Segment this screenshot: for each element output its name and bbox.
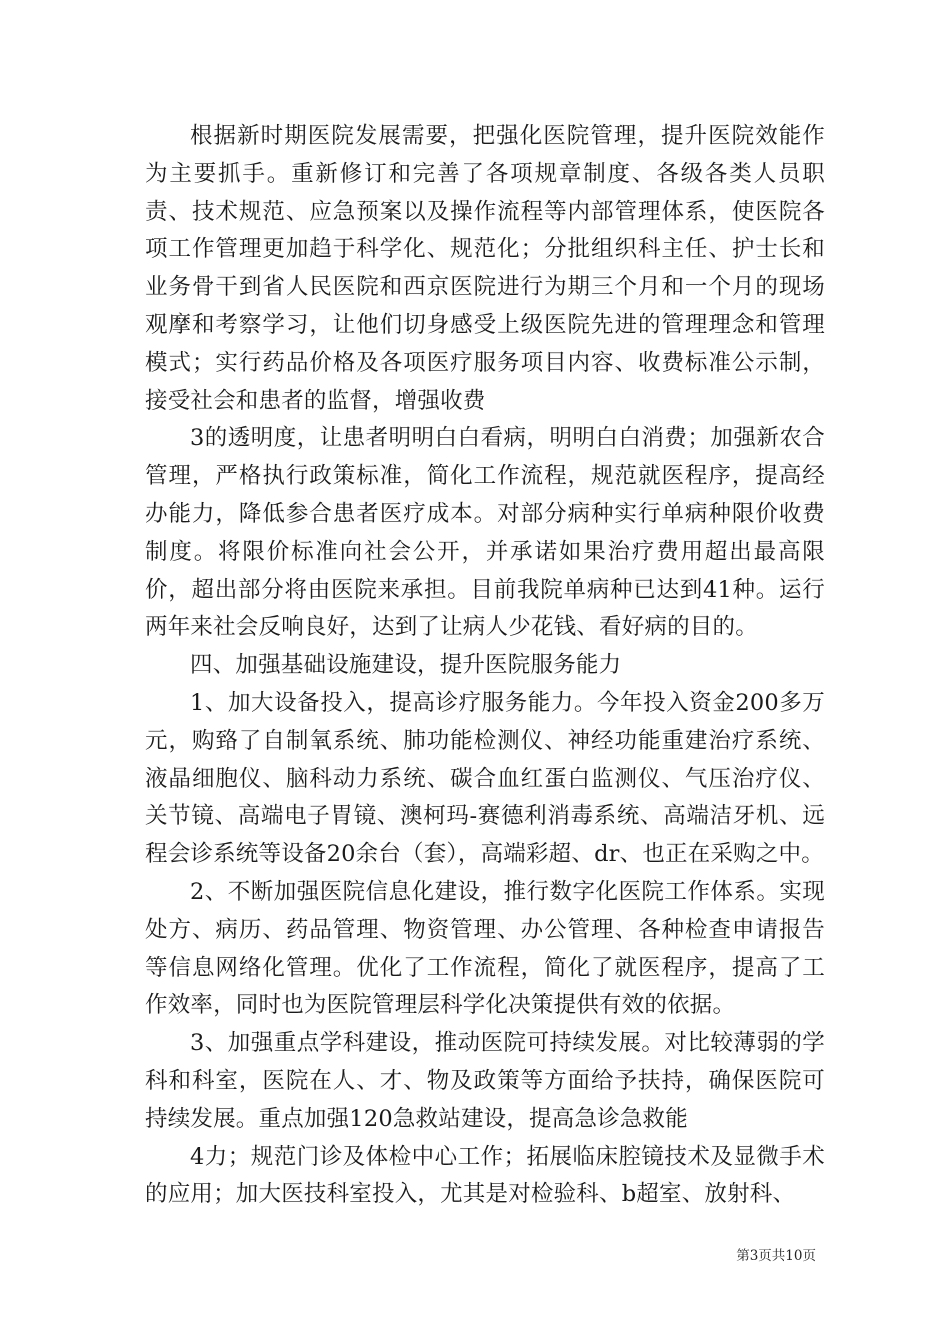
page-number-footer: 第3页共10页 (736, 1248, 816, 1264)
paragraph-management: 根据新时期医院发展需要，把强化医院管理，提升医院效能作为主要抓手。重新修订和完善了各项规章制度、各级各类人员职责、技术规范、应急预案以及操作流程等内部管理体系，使医院各项工作管理更加趋于科学化、规范化；分批组织科主任、护士长和业务骨干到省人民医院和西京医院进行为期三个月和一个月的现场观摩和考察学习，让他们切身感受上级医院先进的管理理念和管理模式；实行药品价格及各项医疗服务项目内容、收费标准公示制，接受社会和患者的监督，增强收费 (145, 123, 825, 414)
document-body (145, 118, 825, 1214)
paragraph-informatization: 2、不断加强医院信息化建设，推行数字化医院工作体系。实现处方、病历、药品管理、物资管理、办公管理、各种检查申请报告等信息网络化管理。优化了工作流程，简化了就医程序，提高了工作效率，同时也为医院管理层科学化决策提供有效的依据。 (145, 878, 825, 1019)
paragraph-transparency: 3的透明度，让患者明明白白看病，明明白白消费；加强新农合管理，严格执行政策标准，简化工作流程，规范就医程序，提高经办能力，降低参合患者医疗成本。对部分病种实行单病种限价收费制度。将限价标准向社会公开，并承诺如果治疗费用超出最高限价，超出部分将由医院来承担。目前我院单病种已达到41种。运行两年来社会反响良好，达到了让病人少花钱、看好病的目的。 (145, 425, 825, 641)
paragraph-equipment: 1、加大设备投入，提高诊疗服务能力。今年投入资金200多万元，购臵了自制氧系统、肺功能检测仪、神经功能重建治疗系统、液晶细胞仪、脑科动力系统、碳合血红蛋白监测仪、气压治疗仪、关节镜、高端电子胃镜、澳柯玛-赛德利消毒系统、高端洁牙机、远程会诊系统等设备20余台（套），高端彩超、dr、也正在采购之中。 (145, 689, 825, 868)
paragraph-key-disciplines: 3、加强重点学科建设，推动医院可持续发展。对比较薄弱的学科和科室，医院在人、才、物及政策等方面给予扶持，确保医院可持续发展。重点加强120急救站建设，提高急诊急救能 (145, 1030, 825, 1132)
section-heading: 四、加强基础设施建设，提升医院服务能力 (190, 652, 622, 679)
paragraph-outpatient: 4力；规范门诊及体检中心工作；拓展临床腔镜技术及显微手术的应用；加大医技科室投入，尤其是对检验科、b超室、放射科、 (145, 1143, 825, 1208)
